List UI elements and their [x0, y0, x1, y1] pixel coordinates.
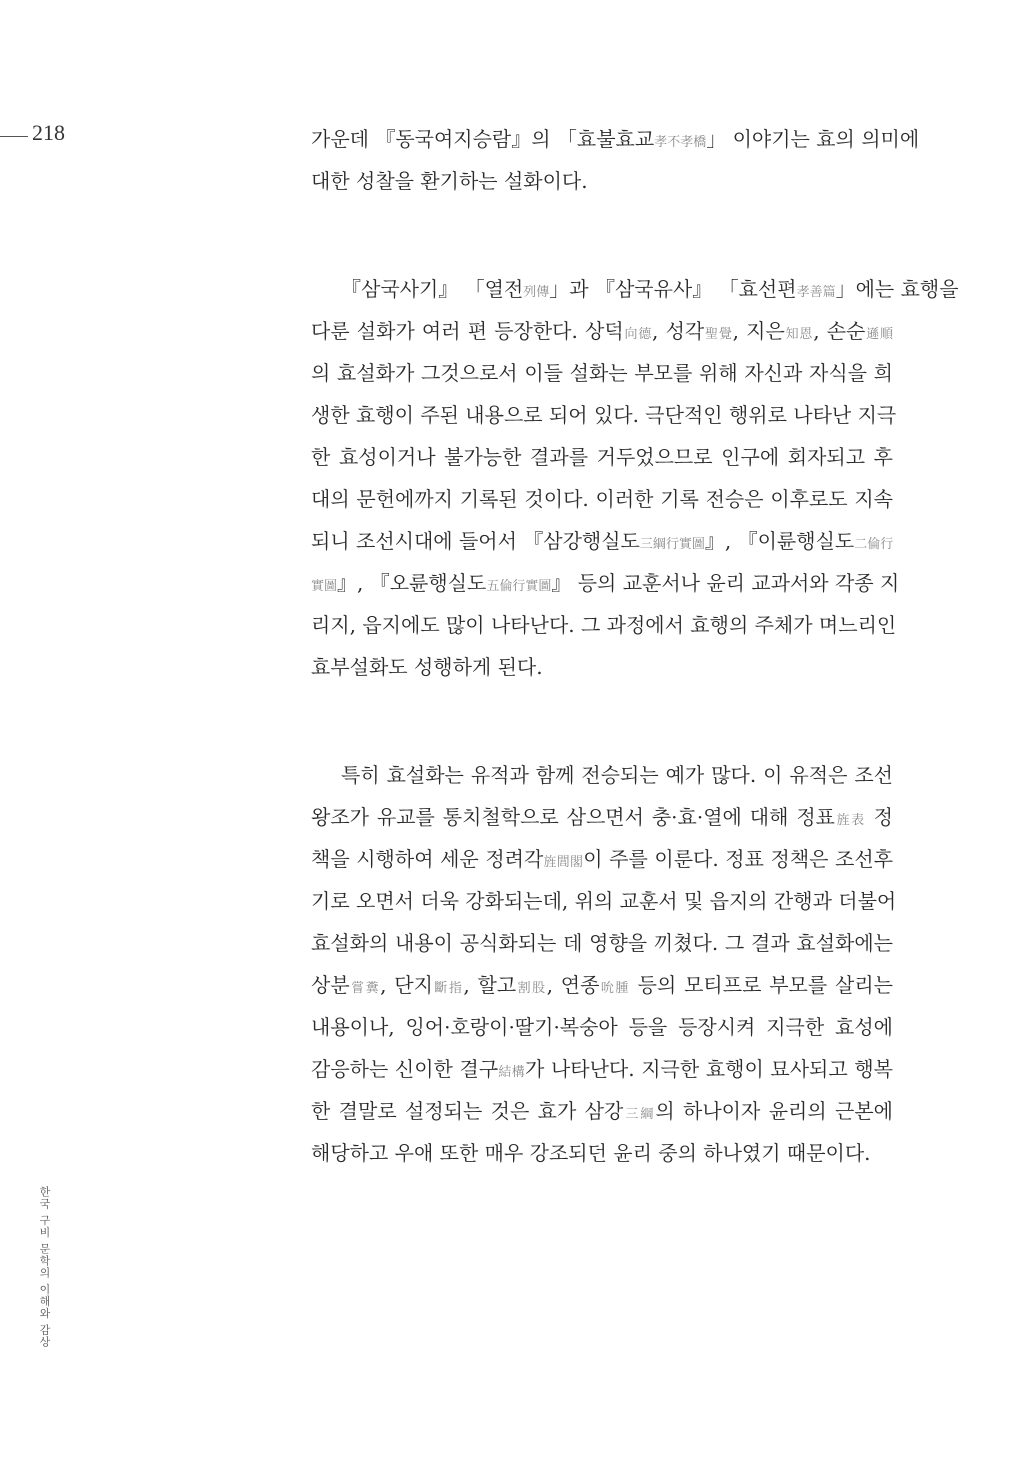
paragraph [311, 268, 959, 688]
text-run: 책을 시행하여 세운 정려각 [311, 847, 544, 871]
text-run: , 지은 [732, 319, 785, 343]
text-run: , 성각 [652, 319, 705, 343]
text-run: 해당하고 우애 또한 매우 강조되던 윤리 중의 하나였기 때문이다. [311, 1141, 871, 1165]
hanja-gloss: 嘗糞 [349, 981, 381, 996]
text-run: 대한 성찰을 환기하는 설화이다. [311, 169, 588, 193]
text-run: 의 하나이자 윤리의 근본에 [655, 1099, 893, 1123]
text-line [311, 394, 897, 436]
text-run: 등의 모티프로 부모를 살리는 [629, 973, 893, 997]
text-run: 』 등의 교훈서나 윤리 교과서와 각종 지 [551, 571, 900, 595]
hanja-gloss: 斷指 [432, 981, 464, 996]
text-run: 되니 조선시대에 들어서 『삼강행실도 [311, 529, 640, 553]
hanja-gloss: 孝善篇 [796, 285, 836, 300]
text-run: 효부설화도 성행하게 된다. [311, 655, 543, 679]
text-line [311, 1006, 893, 1048]
text-line [311, 754, 893, 796]
text-run: 정 [865, 805, 893, 829]
text-run: 리지, 읍지에도 많이 나타난다. 그 과정에서 효행의 주체가 며느리인 [311, 613, 897, 637]
text-run: 상분 [311, 973, 350, 997]
text-run: 』, 『오륜행실도 [337, 571, 487, 595]
hanja-gloss: 列傳 [523, 285, 550, 300]
text-line [311, 880, 897, 922]
hanja-gloss: 割股 [516, 981, 547, 996]
text-run: 감응하는 신이한 결구 [311, 1057, 499, 1081]
text-run: , 할고 [463, 973, 517, 997]
text-line [311, 352, 893, 394]
hanja-gloss: 五倫行實圖 [486, 579, 552, 594]
text-line [311, 1048, 893, 1090]
paragraph-gap [311, 688, 893, 754]
text-run: 효설화의 내용이 공식화되는 데 영향을 끼쳤다. 그 결과 효설화에는 [311, 931, 893, 955]
hanja-gloss: 旌表 [835, 813, 866, 828]
text-run: , 연종 [546, 973, 600, 997]
text-line [311, 1132, 893, 1174]
text-line [311, 436, 893, 478]
running-title: 한국 구비 문학의 이해와 감상 [38, 1186, 51, 1348]
text-run: 의 효설화가 그것으로서 이들 설화는 부모를 위해 자신과 자식을 희 [311, 361, 893, 385]
text-line [311, 646, 893, 688]
text-run: , 단지 [380, 973, 433, 997]
hanja-gloss: 孝不孝橋 [654, 135, 707, 150]
text-run: 생한 효행이 주된 내용으로 되어 있다. 극단적인 행위로 나타난 지극 [311, 403, 897, 427]
hanja-gloss: 向德 [623, 327, 653, 342]
hanja-gloss: 旌閭閣 [543, 855, 584, 870]
text-run: 」과 『삼국유사』 「효선편 [549, 277, 797, 301]
page-number-rule [0, 136, 28, 137]
text-run: 특히 효설화는 유적과 함께 전승되는 예가 많다. 이 유적은 조선 [341, 763, 893, 787]
hanja-gloss: 吮腫 [599, 981, 630, 996]
text-run: 기로 오면서 더욱 강화되는데, 위의 교훈서 및 읍지의 간행과 더불어 [311, 889, 897, 913]
text-run: 『삼국사기』 「열전 [341, 277, 524, 301]
paragraph [311, 118, 920, 202]
text-run: 대의 문헌에까지 기록된 것이다. 이러한 기록 전승은 이후로도 지속 [311, 487, 893, 511]
text-line [311, 268, 959, 310]
text-run: 한 결말로 설정되는 것은 효가 삼강 [311, 1099, 624, 1123]
text-run: 가운데 『동국여지승람』의 「효불효교 [311, 127, 655, 151]
text-line [311, 118, 920, 160]
text-run: 왕조가 유교를 통치철학으로 삼으면서 충·효·열에 대해 정표 [311, 805, 835, 829]
paragraph-gap [311, 202, 893, 268]
text-run: 』, 『이륜행실도 [704, 529, 855, 553]
text-run: 」 이야기는 효의 의미에 [706, 127, 920, 151]
text-line [311, 964, 893, 1006]
hanja-gloss: 聖覺 [704, 327, 733, 342]
text-run: , 손순 [813, 319, 866, 343]
text-line [311, 478, 893, 520]
text-line [311, 520, 893, 562]
hanja-gloss: 二倫行 [854, 537, 894, 552]
text-run: 내용이나, 잉어·호랑이·딸기·복숭아 등을 등장시켜 지극한 효성에 [311, 1015, 893, 1039]
hanja-gloss: 結構 [498, 1065, 525, 1080]
text-line [311, 796, 893, 838]
text-run: 다룬 설화가 여러 편 등장한다. 상덕 [311, 319, 624, 343]
text-line [311, 838, 893, 880]
text-run: 」에는 효행을 [835, 277, 959, 301]
hanja-gloss: 三綱 [623, 1107, 656, 1122]
hanja-gloss: 三綱行實圖 [639, 537, 705, 552]
hanja-gloss: 遜順 [865, 327, 893, 342]
text-run: 이 주를 이룬다. 정표 정책은 조선후 [583, 847, 894, 871]
body-text [311, 118, 959, 1174]
text-line [311, 1090, 893, 1132]
text-line [311, 922, 893, 964]
text-line [311, 604, 897, 646]
text-line [311, 562, 900, 604]
page-number: 218 [32, 120, 65, 145]
hanja-gloss: 實圖 [311, 579, 338, 594]
text-run: 가 나타난다. 지극한 효행이 묘사되고 행복 [525, 1057, 893, 1081]
text-line [311, 160, 893, 202]
text-line [311, 310, 893, 352]
hanja-gloss: 知恩 [784, 327, 814, 342]
paragraph [311, 754, 897, 1174]
text-run: 한 효성이거나 불가능한 결과를 거두었으므로 인구에 회자되고 후 [311, 445, 893, 469]
